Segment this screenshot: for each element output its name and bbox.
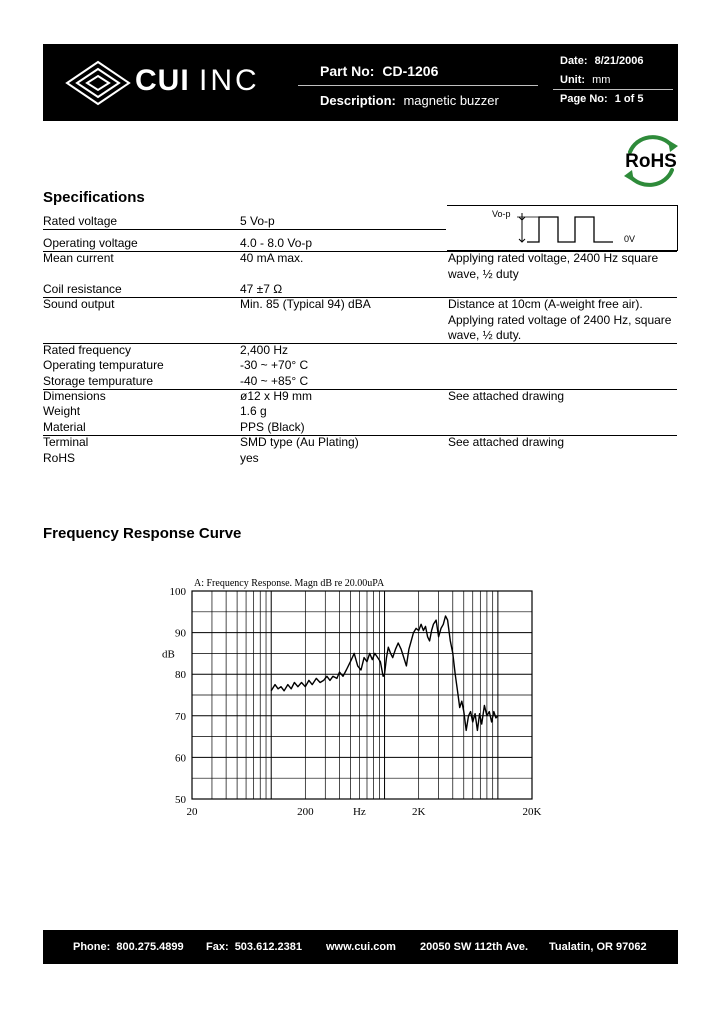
date-label: Date:: [560, 55, 588, 67]
spec-value: 2,400 Hz: [240, 343, 289, 357]
date-value: 8/21/2006: [594, 55, 644, 67]
spec-label: Sound output: [43, 297, 115, 311]
description-value: magnetic buzzer: [403, 93, 499, 108]
spec-value: yes: [240, 451, 259, 465]
spec-note: Applying rated voltage, 2400 Hz square wave, ½ duty: [448, 251, 659, 281]
spec-label: Rated frequency: [43, 343, 132, 357]
spec-label: Storage tempurature: [43, 374, 154, 388]
x-tick-label: 20K: [522, 806, 542, 818]
company-name-light: INC: [199, 64, 260, 97]
footer-fax-label: Fax:: [206, 941, 229, 953]
spec-label: Operating voltage: [43, 236, 138, 250]
x-axis-label: Hz: [352, 806, 366, 818]
spec-value: PPS (Black): [240, 420, 305, 434]
unit-value: mm: [592, 74, 611, 86]
footer-phone-label: Phone:: [73, 941, 111, 953]
footer-fax-value: 503.612.2381: [234, 941, 302, 953]
spec-note: See attached drawing: [448, 435, 565, 449]
y-tick-label: 90: [175, 627, 186, 640]
chart-title: A: Frequency Response. Magn dB re 20.00uPA: [194, 578, 385, 589]
spec-value: Min. 85 (Typical 94) dBA: [240, 297, 371, 311]
y-tick-label: 50: [175, 794, 186, 806]
footer-fax: [206, 941, 302, 953]
page-number-label: Page No:: [560, 93, 608, 105]
rohs-badge-text: RoHS: [625, 151, 677, 172]
spec-label: Dimensions: [43, 389, 106, 403]
spec-value: 40 mA max.: [240, 251, 304, 265]
specifications-title: Specifications: [43, 189, 145, 206]
spec-note: Distance at 10cm (A-weight free air). Applying rated voltage of 2400 Hz, square wave, ½ duty.: [448, 297, 672, 342]
footer-city: Tualatin, OR 97062: [549, 941, 647, 953]
spec-value: 47 ±7 Ω: [240, 282, 283, 296]
spec-value: SMD type (Au Plating): [240, 435, 359, 449]
spec-label: RoHS: [43, 451, 76, 465]
x-tick-label: 200: [297, 806, 314, 818]
page-number-value: 1 of 5: [614, 93, 644, 105]
footer-address: 20050 SW 112th Ave.: [420, 941, 529, 953]
spec-value: ø12 x H9 mm: [240, 389, 313, 403]
spec-label: Operating tempurature: [43, 358, 164, 372]
spec-label: Material: [43, 420, 86, 434]
description-label: Description:: [320, 93, 396, 108]
part-number-value: CD-1206: [382, 63, 439, 79]
footer-website-link[interactable]: www.cui.com: [326, 941, 396, 953]
y-tick-label: 60: [175, 752, 186, 765]
spec-label: Weight: [43, 404, 81, 418]
frequency-title: Frequency Response Curve: [43, 525, 242, 542]
y-axis-label: dB: [162, 648, 175, 661]
footer-phone: [73, 941, 184, 953]
part-number-label: Part No:: [320, 63, 375, 79]
waveform-low-label: 0V: [624, 234, 636, 244]
spec-value: -30 ~ +70° C: [240, 358, 309, 372]
x-tick-label: 2K: [411, 806, 426, 818]
spec-note: See attached drawing: [448, 389, 565, 403]
spec-value: 4.0 - 8.0 Vo-p: [240, 236, 313, 250]
footer-bar: [43, 930, 678, 964]
waveform-high-label: Vo-p: [492, 209, 511, 219]
unit-label: Unit:: [560, 74, 586, 86]
spec-value: 1.6 g: [240, 404, 267, 418]
company-name-bold: CUI: [135, 64, 190, 97]
y-tick-label: 70: [175, 710, 186, 723]
spec-label: Rated voltage: [43, 214, 118, 228]
spec-label: Mean current: [43, 251, 114, 265]
spec-label: Coil resistance: [43, 282, 122, 296]
y-tick-label: 100: [169, 586, 186, 598]
y-tick-label: 80: [175, 669, 186, 682]
x-tick-label: 20: [186, 806, 198, 818]
spec-label: Terminal: [43, 435, 89, 449]
footer-phone-value: 800.275.4899: [116, 941, 184, 953]
spec-value: 5 Vo-p: [240, 214, 275, 228]
spec-value: -40 ~ +85° C: [240, 374, 309, 388]
